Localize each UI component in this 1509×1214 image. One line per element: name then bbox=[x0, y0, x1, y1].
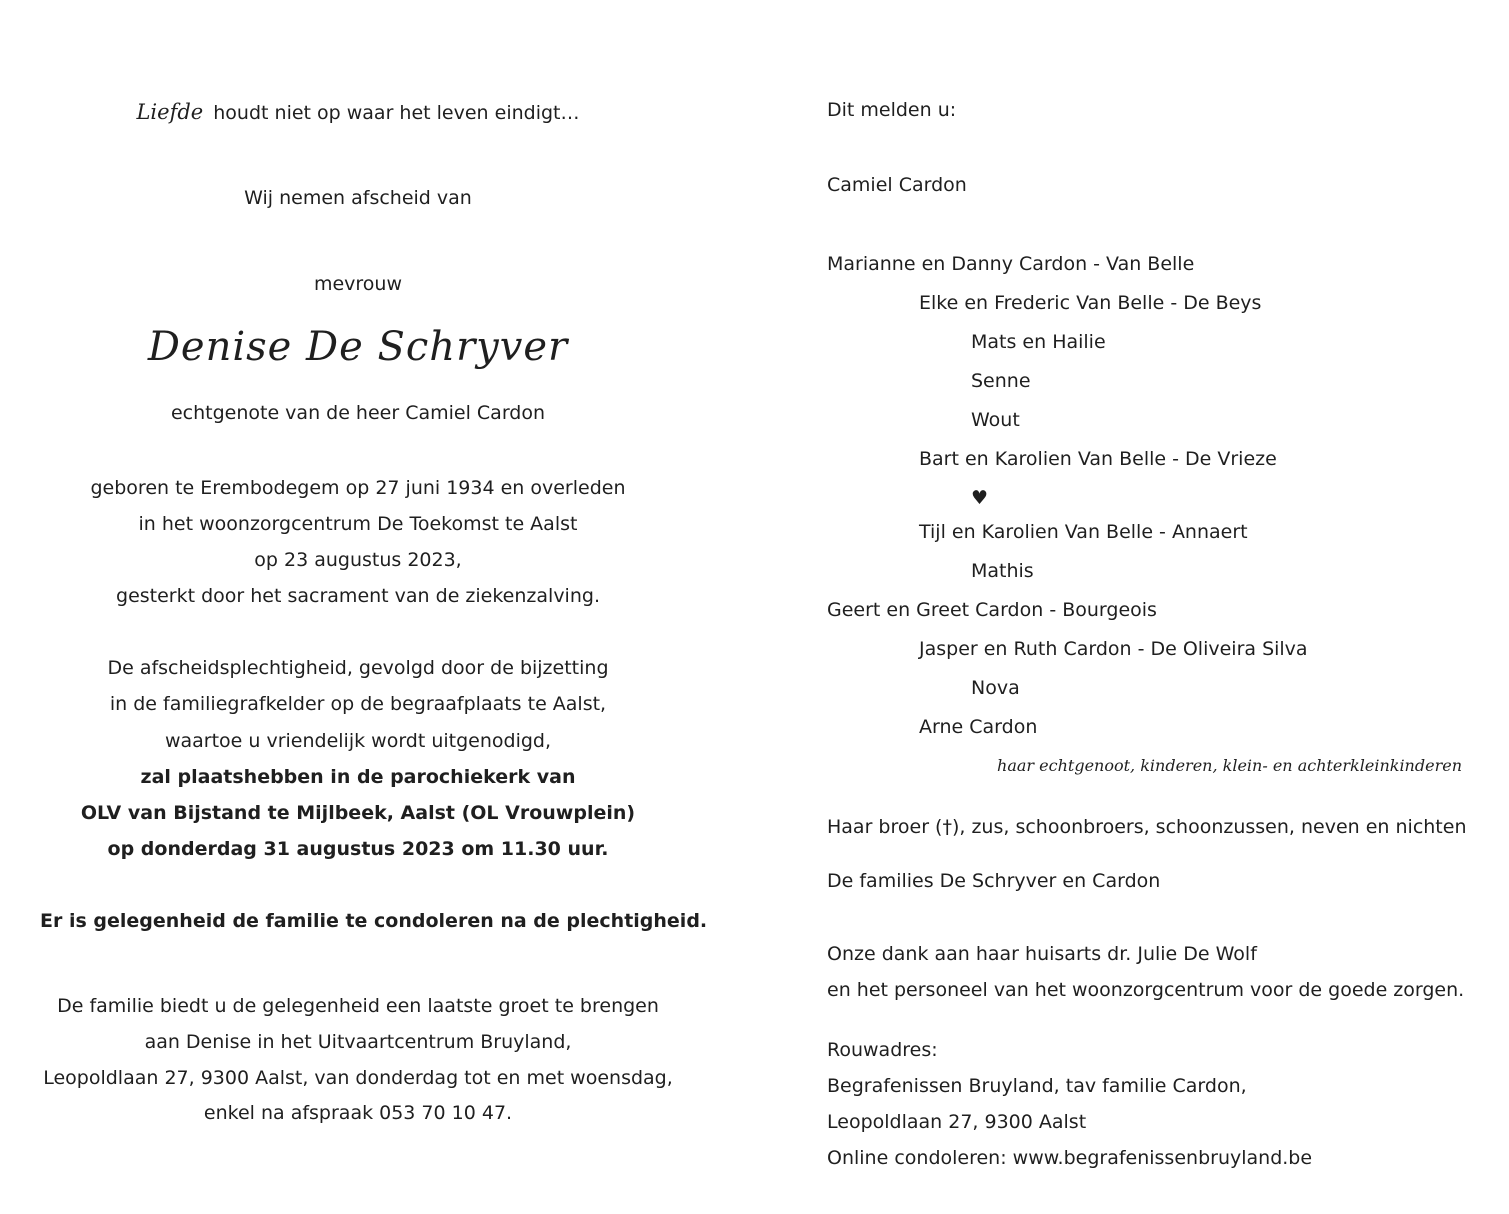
ceremony-line: De afscheidsplechtigheid, gevolgd door de bijzetting bbox=[107, 657, 609, 679]
thanks-line: en het personeel van het woonzorgcentrum voor de goede zorgen. bbox=[827, 979, 1465, 1001]
spouse-line: echtgenote van de heer Camiel Cardon bbox=[170, 402, 546, 424]
family-member: Bart en Karolien Van Belle - De Vrieze bbox=[919, 448, 1277, 470]
opening-quote-script-word: Liefde bbox=[136, 100, 204, 124]
heart-icon: ♥ bbox=[971, 487, 989, 509]
ceremony-line: in de familiegrafkelder op de begraafplaats te Aalst, bbox=[109, 693, 607, 715]
family-member: Jasper en Ruth Cardon - De Oliveira Silva bbox=[919, 638, 1308, 660]
thanks-line: Onze dank aan haar huisarts dr. Julie De Wolf bbox=[827, 943, 1257, 965]
farewell-line: Wij nemen afscheid van bbox=[244, 187, 472, 209]
address-heading: Rouwadres: bbox=[827, 1039, 938, 1061]
ceremony-bold-line: zal plaatshebben in de parochiekerk van bbox=[140, 766, 576, 788]
family-signature: haar echtgenoot, kinderen, klein- en achterkleinkinderen bbox=[997, 756, 1462, 775]
family-member: Wout bbox=[971, 409, 1020, 431]
visit-line: aan Denise in het Uitvaartcentrum Bruyland, bbox=[144, 1031, 572, 1053]
visit-line: enkel na afspraak 053 70 10 47. bbox=[203, 1102, 513, 1124]
visit-line: De familie biedt u de gelegenheid een laatste groet te brengen bbox=[57, 995, 659, 1017]
ceremony-bold-line: op donderdag 31 augustus 2023 om 11.30 uur. bbox=[107, 838, 609, 860]
family-member: Elke en Frederic Van Belle - De Beys bbox=[919, 292, 1262, 314]
opening-quote-text: houdt niet op waar het leven eindigt… bbox=[213, 102, 580, 124]
family-member: Marianne en Danny Cardon - Van Belle bbox=[827, 253, 1195, 275]
ceremony-bold-line: OLV van Bijstand te Mijlbeek, Aalst (OL Vrouwplein) bbox=[80, 802, 636, 824]
family-member: Nova bbox=[971, 677, 1020, 699]
visit-line: Leopoldlaan 27, 9300 Aalst, van donderdag tot en met woensdag, bbox=[43, 1067, 673, 1089]
address-line: Leopoldlaan 27, 9300 Aalst bbox=[827, 1111, 1087, 1133]
deceased-title: mevrouw bbox=[313, 273, 403, 295]
relatives-line: Haar broer (†), zus, schoonbroers, schoonzussen, neven en nichten bbox=[827, 816, 1467, 838]
surviving-spouse: Camiel Cardon bbox=[827, 174, 967, 196]
birth-line: gesterkt door het sacrament van de ziekenzalving. bbox=[116, 585, 600, 607]
family-member: Mats en Hailie bbox=[971, 331, 1106, 353]
ceremony-line: waartoe u vriendelijk wordt uitgenodigd, bbox=[164, 730, 552, 752]
family-member: Geert en Greet Cardon - Bourgeois bbox=[827, 599, 1157, 621]
birth-line: in het woonzorgcentrum De Toekomst te Aalst bbox=[138, 513, 578, 535]
opening-quote bbox=[40, 100, 676, 125]
family-member: Tijl en Karolien Van Belle - Annaert bbox=[919, 521, 1248, 543]
family-member: Senne bbox=[971, 370, 1031, 392]
birth-line: op 23 augustus 2023, bbox=[254, 549, 462, 571]
address-line: Begrafenissen Bruyland, tav familie Cardon, bbox=[827, 1075, 1247, 1097]
family-member: Arne Cardon bbox=[919, 716, 1038, 738]
family-member: Mathis bbox=[971, 560, 1034, 582]
condolence-note: Er is gelegenheid de familie te condoleren na de plechtigheid. bbox=[40, 910, 708, 932]
announcement-intro: Dit melden u: bbox=[827, 99, 957, 121]
deceased-name: Denise De Schryver bbox=[147, 324, 569, 370]
online-condolence-line: Online condoleren: www.begrafenissenbruyland.be bbox=[827, 1147, 1313, 1169]
birth-line: geboren te Erembodegem op 27 juni 1934 en overleden bbox=[90, 477, 626, 499]
families-line: De families De Schryver en Cardon bbox=[827, 870, 1161, 892]
